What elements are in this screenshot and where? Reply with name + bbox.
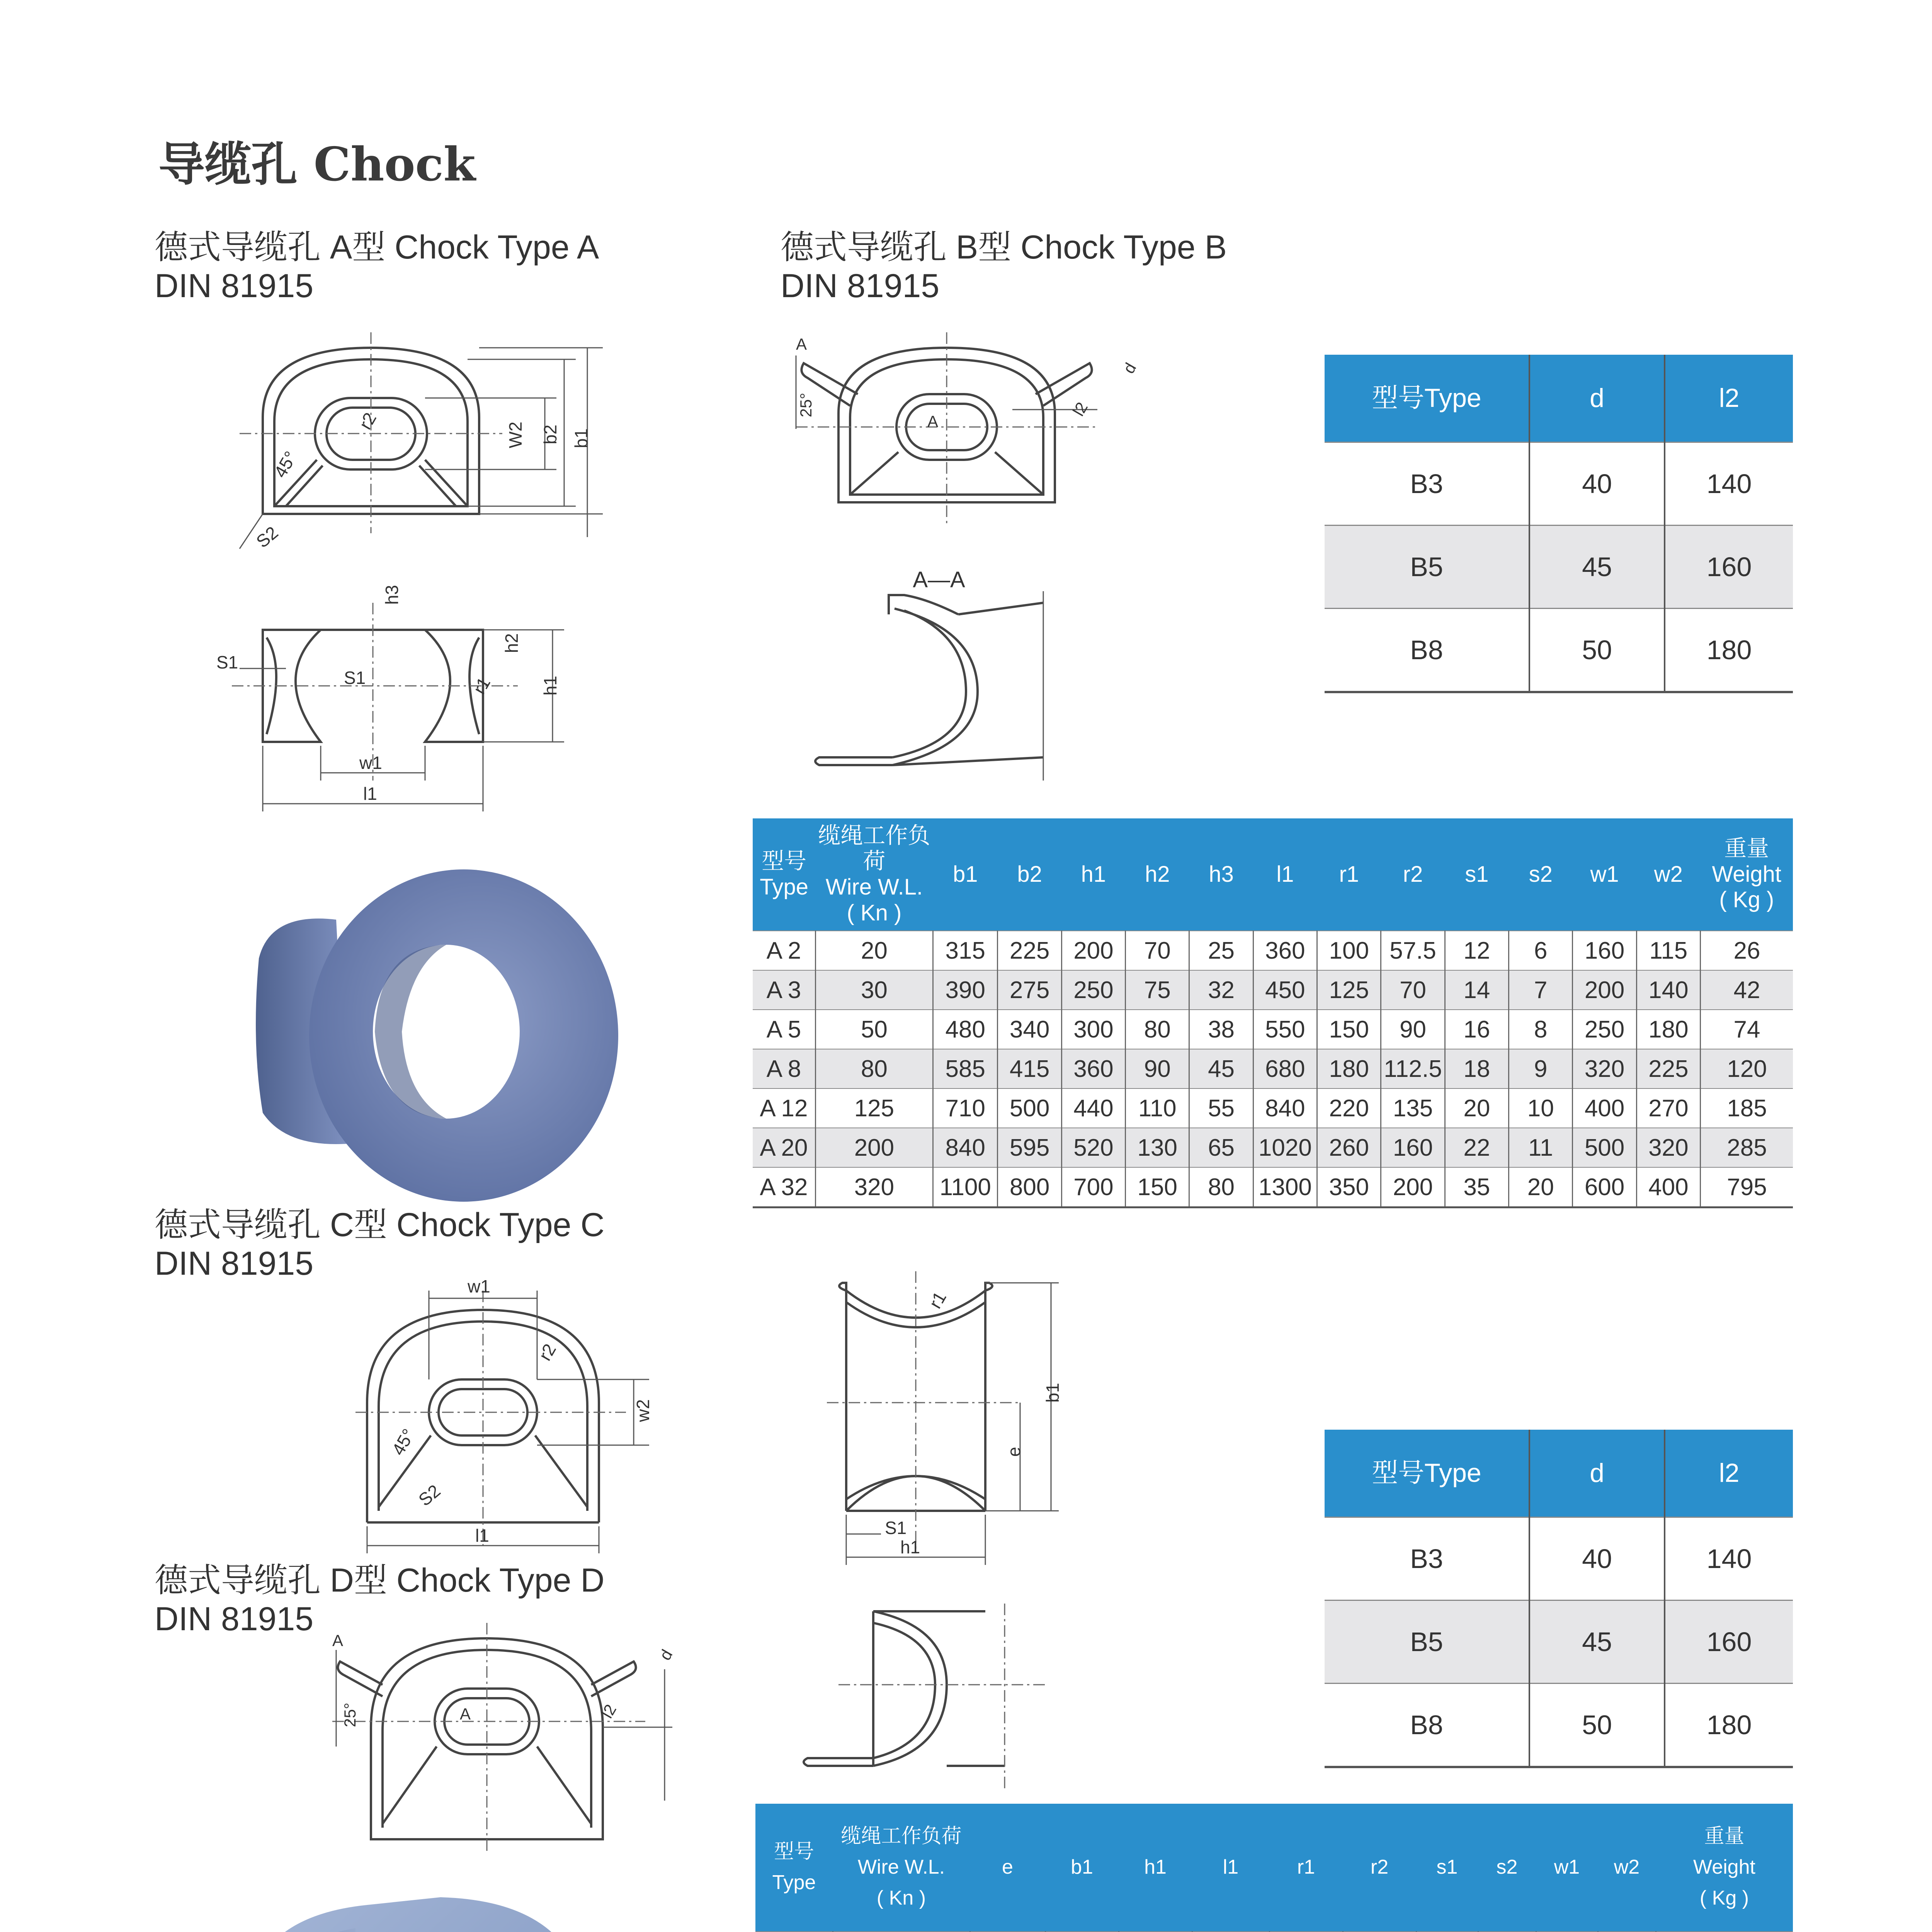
c-label-w2: w2 <box>633 1399 653 1422</box>
table-cell: 30 <box>815 970 933 1010</box>
table-cell: 1020 <box>1253 1128 1317 1167</box>
table-cell: 7 <box>1509 970 1573 1010</box>
table-cell: A 2 <box>753 931 815 970</box>
table-cell: 300 <box>1061 1010 1125 1049</box>
header-cell: h2 <box>1126 818 1189 931</box>
page-title: 导缆孔 Chock <box>158 137 476 192</box>
table-cell: 18 <box>1445 1049 1509 1088</box>
section-c-heading <box>155 1206 604 1283</box>
c-label-w1: w1 <box>468 1276 490 1296</box>
section-d-title: 德式导缆孔 D型 Chock Type D <box>155 1562 605 1599</box>
header-cell: s1 <box>1445 818 1509 931</box>
table-cell: 710 <box>933 1088 998 1128</box>
table-cell: 26 <box>1701 931 1793 970</box>
table-cell: 120 <box>1701 1049 1793 1088</box>
section-b-standard: DIN 81915 <box>781 267 940 304</box>
table-cell: 50 <box>1529 1684 1665 1767</box>
header-weight: 重量 Weight ( Kg ) <box>1701 818 1793 931</box>
table-cell: B8 <box>1325 1684 1529 1767</box>
header-weight: 重量 Weight ( Kg ) <box>1656 1804 1793 1932</box>
table-cell: 70 <box>1126 931 1189 970</box>
table-cell: 520 <box>1061 1128 1125 1167</box>
table-cell: 220 <box>1317 1088 1381 1128</box>
table-cell: 150 <box>1317 1010 1381 1049</box>
table-cell: 250 <box>1573 1010 1636 1049</box>
table-cell: A 8 <box>753 1049 815 1088</box>
table-cell: B3 <box>1325 442 1529 526</box>
a-label-b2: b2 <box>540 424 560 444</box>
table-row <box>1325 1517 1793 1600</box>
header-cell: l1 <box>1192 1804 1269 1932</box>
b-label-angle: 25° <box>797 393 815 417</box>
table-cell: 12 <box>1445 931 1509 970</box>
a-label-angle: 45° <box>270 447 301 481</box>
header-cell: 型号Type <box>1325 355 1529 442</box>
table-row <box>1325 1684 1793 1767</box>
table-cell: 40 <box>1529 1517 1665 1600</box>
header-cell: r2 <box>1381 818 1445 931</box>
table-cell: 285 <box>1701 1128 1793 1167</box>
header-cell: b1 <box>933 818 998 931</box>
table-cell: 180 <box>1636 1010 1700 1049</box>
table-cell: 800 <box>998 1167 1061 1208</box>
table-cell: 480 <box>933 1010 998 1049</box>
table-cell: 35 <box>1445 1167 1509 1208</box>
table-cell: 550 <box>1253 1010 1317 1049</box>
a-label-l1: l1 <box>363 784 377 804</box>
table-cell: 38 <box>1189 1010 1253 1049</box>
table-cell: 20 <box>1509 1167 1573 1208</box>
table-cell: 180 <box>1665 1684 1793 1767</box>
header-cell: b2 <box>998 818 1061 931</box>
table-cell: 1100 <box>933 1167 998 1208</box>
table-cell: 110 <box>1126 1088 1189 1128</box>
header-cell: r2 <box>1343 1804 1416 1932</box>
table-cell: 115 <box>1636 931 1700 970</box>
table-row <box>753 1010 1793 1049</box>
table-cell: 75 <box>1126 970 1189 1010</box>
table-cell: 130 <box>1126 1128 1189 1167</box>
table-cell: 20 <box>815 931 933 970</box>
table-cell: 500 <box>1573 1128 1636 1167</box>
header-cell: h3 <box>1189 818 1253 931</box>
section-a-title: 德式导缆孔 A型 Chock Type A <box>155 229 599 266</box>
header-cell: r1 <box>1317 818 1381 931</box>
table-row <box>753 1049 1793 1088</box>
table-row <box>1325 526 1793 609</box>
a-label-h2: h2 <box>502 633 522 653</box>
table-cell: 260 <box>1317 1128 1381 1167</box>
table-cell: 10 <box>1509 1088 1573 1128</box>
table-cell: 70 <box>1381 970 1445 1010</box>
table-cell: 160 <box>1573 931 1636 970</box>
header-cell: s2 <box>1478 1804 1536 1932</box>
type-c-table <box>755 1804 1793 1932</box>
table-cell: 11 <box>1509 1128 1573 1167</box>
table-cell: 45 <box>1189 1049 1253 1088</box>
table-cell: 140 <box>1665 442 1793 526</box>
table-cell: 400 <box>1573 1088 1636 1128</box>
table-cell: 270 <box>1636 1088 1700 1128</box>
table-cell: 125 <box>815 1088 933 1128</box>
table-cell: 320 <box>815 1167 933 1208</box>
d-label-a2: A <box>460 1705 471 1723</box>
table-cell: 20 <box>1445 1088 1509 1128</box>
a-label-h1: h1 <box>540 675 560 696</box>
table-cell: 50 <box>815 1010 933 1049</box>
table-cell: 22 <box>1445 1128 1509 1167</box>
type-a-table <box>753 818 1793 1208</box>
a-label-h3: h3 <box>382 585 402 605</box>
table-cell: A 12 <box>753 1088 815 1128</box>
header-cell: h1 <box>1061 818 1125 931</box>
section-d-standard: DIN 81915 <box>155 1600 314 1638</box>
table-cell: 350 <box>1317 1167 1381 1208</box>
table-cell: 225 <box>998 931 1061 970</box>
type-a-top-drawing <box>216 332 603 572</box>
table-cell: 16 <box>1445 1010 1509 1049</box>
type-d-top-drawing <box>325 1623 703 1862</box>
table-cell: B3 <box>1325 1517 1529 1600</box>
section-c-standard: DIN 81915 <box>155 1245 314 1282</box>
table-cell: 135 <box>1381 1088 1445 1128</box>
table-cell: 80 <box>1126 1010 1189 1049</box>
header-cell: b1 <box>1045 1804 1119 1932</box>
table-cell: 160 <box>1665 526 1793 609</box>
table-cell: 600 <box>1573 1167 1636 1208</box>
header-cell: e <box>970 1804 1045 1932</box>
table-cell: 25 <box>1189 931 1253 970</box>
header-type: 型号 Type <box>753 818 815 931</box>
table-row <box>753 931 1793 970</box>
b-label-a2: A <box>927 412 939 430</box>
header-cell: l1 <box>1253 818 1317 931</box>
d-label-angle: 25° <box>341 1702 359 1727</box>
table-cell: 200 <box>815 1128 933 1167</box>
table-cell: 360 <box>1061 1049 1125 1088</box>
table-cell: 450 <box>1253 970 1317 1010</box>
table-cell: 200 <box>1381 1167 1445 1208</box>
table-row <box>1325 442 1793 526</box>
table-cell: 180 <box>1317 1049 1381 1088</box>
table-cell: 840 <box>1253 1088 1317 1128</box>
type-c-top-drawing <box>355 1275 665 1561</box>
header-cell: s1 <box>1416 1804 1478 1932</box>
a-label-s2: S2 <box>252 522 282 552</box>
table-cell: B8 <box>1325 609 1529 692</box>
table-cell: 112.5 <box>1381 1049 1445 1088</box>
table-cell: 150 <box>1126 1167 1189 1208</box>
table-cell: 80 <box>815 1049 933 1088</box>
table-cell: 42 <box>1701 970 1793 1010</box>
table-cell: B5 <box>1325 1600 1529 1684</box>
a-label-w1: w1 <box>359 753 382 773</box>
table-cell: 57.5 <box>1381 931 1445 970</box>
table-cell: 45 <box>1529 526 1665 609</box>
c-label-s1: S1 <box>885 1518 907 1538</box>
a-label-r1: r1 <box>469 673 495 697</box>
section-a-standard: DIN 81915 <box>155 267 314 304</box>
section-c-title: 德式导缆孔 C型 Chock Type C <box>155 1206 605 1243</box>
header-cell: w2 <box>1636 818 1700 931</box>
table-cell: 795 <box>1701 1167 1793 1208</box>
table-cell: 74 <box>1701 1010 1793 1049</box>
type-a-product-image <box>247 850 634 1213</box>
section-a-heading <box>155 228 599 305</box>
a-label-r2: r2 <box>355 409 381 433</box>
type-a-side-drawing <box>216 580 580 819</box>
table-cell: 45 <box>1529 1600 1665 1684</box>
table-cell: 200 <box>1573 970 1636 1010</box>
b-label-l2: l2 <box>1069 399 1092 419</box>
table-cell: 140 <box>1665 1517 1793 1600</box>
type-b-table-top <box>1325 355 1793 693</box>
table-cell: 200 <box>1061 931 1125 970</box>
c-label-angle: 45° <box>388 1425 419 1459</box>
header-cell: w1 <box>1573 818 1636 931</box>
table-cell: 440 <box>1061 1088 1125 1128</box>
table-cell: 90 <box>1126 1049 1189 1088</box>
a-label-s1: S1 <box>216 652 238 672</box>
header-cell: d <box>1529 1430 1665 1517</box>
table-cell: 32 <box>1189 970 1253 1010</box>
table-cell: 595 <box>998 1128 1061 1167</box>
header-cell: d <box>1529 355 1665 442</box>
table-cell: 390 <box>933 970 998 1010</box>
header-wire-wl: 缆绳工作负 荷 Wire W.L. ( Kn ) <box>815 818 933 931</box>
type-d-side-drawing <box>784 1596 1055 1797</box>
c-label-b1: b1 <box>1043 1383 1063 1403</box>
type-b-top-drawing <box>781 332 1167 549</box>
table-cell: 680 <box>1253 1049 1317 1088</box>
table-cell: 840 <box>933 1128 998 1167</box>
b-section-title: A—A <box>913 567 965 592</box>
type-c-product-image <box>240 1886 626 1932</box>
header-cell: l2 <box>1665 1430 1793 1517</box>
table-cell: 6 <box>1509 931 1573 970</box>
b-label-a1: A <box>796 335 807 353</box>
table-cell: 125 <box>1317 970 1381 1010</box>
table-cell: 55 <box>1189 1088 1253 1128</box>
table-cell: A 20 <box>753 1128 815 1167</box>
table-cell: 225 <box>1636 1049 1700 1088</box>
section-b-heading <box>781 228 1227 305</box>
table-cell: 1300 <box>1253 1167 1317 1208</box>
c-label-e: e <box>1004 1447 1024 1457</box>
a-label-w2: W2 <box>505 422 526 448</box>
table-row <box>1325 609 1793 692</box>
table-cell: 14 <box>1445 970 1509 1010</box>
table-cell: 90 <box>1381 1010 1445 1049</box>
table-cell: 320 <box>1636 1128 1700 1167</box>
table-cell: 160 <box>1665 1600 1793 1684</box>
table-cell: A 3 <box>753 970 815 1010</box>
c-label-h1: h1 <box>900 1537 920 1557</box>
header-cell: 型号Type <box>1325 1430 1529 1517</box>
table-cell: 8 <box>1509 1010 1573 1049</box>
table-cell: 80 <box>1189 1167 1253 1208</box>
table-cell: 585 <box>933 1049 998 1088</box>
b-label-d: d <box>1119 359 1140 377</box>
table-cell: 340 <box>998 1010 1061 1049</box>
header-cell: r1 <box>1269 1804 1343 1932</box>
table-cell: A 5 <box>753 1010 815 1049</box>
table-row <box>753 970 1793 1010</box>
c-label-r1: r1 <box>925 1288 951 1312</box>
table-cell: 320 <box>1573 1049 1636 1088</box>
header-cell: w2 <box>1598 1804 1656 1932</box>
d-label-d: d <box>656 1646 676 1663</box>
table-cell: 700 <box>1061 1167 1125 1208</box>
table-cell: 65 <box>1189 1128 1253 1167</box>
table-cell: B5 <box>1325 526 1529 609</box>
table-cell: A 32 <box>753 1167 815 1208</box>
table-cell: 275 <box>998 970 1061 1010</box>
table-cell: 360 <box>1253 931 1317 970</box>
table-row <box>753 1167 1793 1208</box>
type-b-table-middle <box>1325 1430 1793 1768</box>
header-cell: h1 <box>1119 1804 1192 1932</box>
table-cell: 50 <box>1529 609 1665 692</box>
table-cell: 140 <box>1636 970 1700 1010</box>
header-cell: w1 <box>1536 1804 1598 1932</box>
d-label-a1: A <box>332 1631 344 1650</box>
table-cell: 9 <box>1509 1049 1573 1088</box>
section-b-title: 德式导缆孔 B型 Chock Type B <box>781 229 1227 266</box>
header-wire-wl: 缆绳工作负荷 Wire W.L. ( Kn ) <box>833 1804 970 1932</box>
a-label-b1: b1 <box>571 428 591 448</box>
table-cell: 400 <box>1636 1167 1700 1208</box>
a-label-s1b: S1 <box>344 668 366 688</box>
d-label-l2: l2 <box>598 1701 620 1721</box>
table-cell: 315 <box>933 931 998 970</box>
table-cell: 500 <box>998 1088 1061 1128</box>
type-c-side-drawing <box>804 1271 1082 1573</box>
table-cell: 160 <box>1381 1128 1445 1167</box>
table-row <box>1325 1600 1793 1684</box>
c-label-l1: l1 <box>475 1526 489 1546</box>
header-type: 型号 Type <box>755 1804 833 1932</box>
table-row <box>753 1128 1793 1167</box>
c-label-r2: r2 <box>534 1340 560 1364</box>
c-label-s2: S2 <box>415 1480 444 1510</box>
table-cell: 40 <box>1529 442 1665 526</box>
table-cell: 100 <box>1317 931 1381 970</box>
table-cell: 180 <box>1665 609 1793 692</box>
table-row <box>753 1088 1793 1128</box>
table-cell: 185 <box>1701 1088 1793 1128</box>
table-cell: 250 <box>1061 970 1125 1010</box>
header-cell: s2 <box>1509 818 1573 931</box>
header-cell: l2 <box>1665 355 1793 442</box>
type-b-section-drawing <box>796 564 1074 788</box>
table-cell: 415 <box>998 1049 1061 1088</box>
